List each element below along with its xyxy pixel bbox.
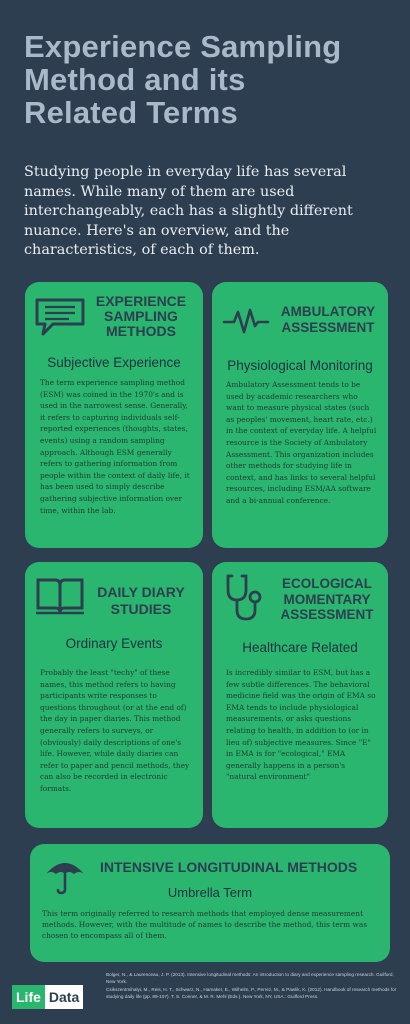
- card-daily-diary: [25, 562, 203, 828]
- intro-text: Studying people in everyday life has several names. While many of them are used interchangeably, each has a slightly different nuance. Here's an overview, and the characteristics, of each of them.: [24, 164, 353, 259]
- card-title: INTENSIVE LONGITUDINAL METHODS: [100, 859, 358, 875]
- lifedata-logo: [12, 985, 83, 1009]
- card-title-line: MOMENTARY: [283, 591, 371, 607]
- card-title: [85, 584, 197, 618]
- page-title: [24, 30, 394, 129]
- card-title-line: DAILY DIARY: [97, 584, 185, 600]
- card-body: The term experience sampling method (ESM) was coined in the 1970's and is used in the narrowest sense. Generally, it refers to capturing individuals self-reported experiences (thoughts, states, events) using a random sampling approach. Although ESM generally refers to gathering information from people within the context of daily life, it has been used to simply describe gathering subjective information over time, within the lab.: [40, 378, 190, 515]
- card-body: Probably the least "techy" of these names, this method refers to having participants write responses to questions throughout (or at the end of) the day in paper diaries. This method generally refers to surveys, or (obviously) daily descriptions of one's life. However, while daily diaries can refer to paper and pencil methods, they can also be recorded in electronic formats.: [40, 668, 190, 793]
- card-title-line: METHODS: [106, 323, 176, 339]
- page-title-line-1: Experience Sampling: [24, 29, 342, 64]
- card-subtitle: Healthcare Related: [242, 640, 358, 655]
- card-subtitle: Ordinary Events: [65, 636, 163, 651]
- card-title: [272, 304, 384, 336]
- card-title-line: STUDIES: [110, 601, 172, 617]
- card-title-line: ASSESSMENT: [281, 320, 375, 335]
- card-body: This term originally referred to research methods that employed dense measurement methods. However, with the multitude of names to describe the method, this term was chosen to encompass all of them.: [42, 909, 368, 941]
- page-title-line-2: Method and its: [24, 62, 246, 97]
- card-subtitle: Subjective Experience: [47, 355, 181, 370]
- card-ambulatory-assessment: [212, 282, 388, 548]
- reference-2: Csikszentmihalyi, M., Reis, H. T., Schwarz, N., Hamaker, E., Wilhelm, P., Perrez, M., & Pawlik, K. (2012). Handbook of research methods for studying daily life (pp. 89-107). T. S. Conner, & M. R. Mehl (Eds.). New York, NY, USA.: Guilford Press.: [106, 986, 397, 1000]
- card-title-line: EXPERIENCE: [95, 293, 187, 309]
- references: [106, 971, 402, 1001]
- card-experience-sampling: [25, 282, 203, 548]
- card-title-line: ECOLOGICAL: [282, 576, 372, 591]
- card-body: Is incredibly similar to ESM, but has a few subtle differences. The behavioral medicine field was the origin of EMA so EMA tends to include physiological measurements, or asks questions relating to health, in addition to (or in lieu of) subjective measures. Since "E" in EMA is for "ecological," EMA generally happens in a person's "natural environment": [226, 668, 376, 782]
- card-subtitle: Umbrella Term: [167, 885, 253, 900]
- speech-bubble-icon: [33, 296, 87, 338]
- card-subtitle: Physiological Monitoring: [227, 358, 373, 373]
- reference-1: Bolger, N., & Laurenceau, J. P. (2013). Intensive longitudinal methods: An introduction to diary and experience sampling research. Guilford, New York.: [106, 972, 394, 985]
- card-title: [85, 294, 197, 339]
- card-title-line: ASSESSMENT: [280, 607, 374, 622]
- stethoscope-icon: [220, 572, 270, 624]
- logo-part-2: Data: [45, 985, 83, 1009]
- card-title-line: AMBULATORY: [280, 304, 376, 319]
- open-book-icon: [35, 576, 85, 616]
- card-ecological-momentary: [212, 562, 388, 828]
- logo-part-1: Life: [12, 985, 45, 1009]
- card-intensive-longitudinal: [30, 844, 390, 962]
- card-body: Ambulatory Assessment tends to be used by academic researchers who want to measure physical states (such as peoples' movement, heart rate, etc.) in the context of everyday life. A helpful resource is the Society of Ambulatory Assessment. This organization includes other methods for studying life in context, and has links to several helpful resources, including ESM/AA software and a bi-annual conference.: [226, 380, 377, 505]
- card-title: [270, 576, 384, 623]
- heartbeat-icon: [222, 306, 270, 336]
- card-title-line: SAMPLING: [104, 308, 178, 324]
- page-title-line-3: Related Terms: [24, 95, 238, 130]
